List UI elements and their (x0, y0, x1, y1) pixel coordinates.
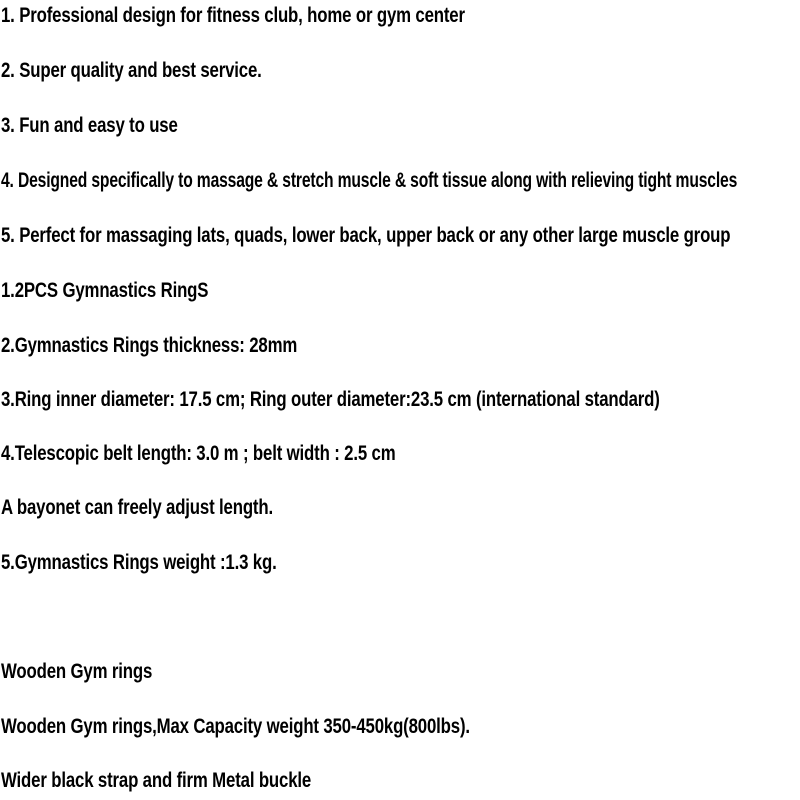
spec-line-strap-buckle: Wider black strap and firm Metal buckle (1, 769, 312, 792)
feature-line-quality-service: 2. Super quality and best service. (1, 59, 262, 82)
spec-line-thickness: 2.Gymnastics Rings thickness: 28mm (1, 334, 298, 357)
spec-line-belt: 4.Telescopic belt length: 3.0 m ; belt width : 2.5 cm (1, 442, 396, 465)
section-heading-wooden-rings: Wooden Gym rings (1, 660, 153, 683)
spec-line-diameter: 3.Ring inner diameter: 17.5 cm; Ring outer diameter:23.5 cm (international standard) (1, 388, 660, 411)
feature-line-massage-stretch: 4. Designed specifically to massage & stretch muscle & soft tissue along with relieving tight muscles (1, 169, 738, 192)
spec-line-pieces: 1.2PCS Gymnastics RingS (1, 279, 209, 302)
feature-line-massaging-muscle-groups: 5. Perfect for massaging lats, quads, lower back, upper back or any other large muscle group (1, 224, 731, 247)
feature-line-fun-easy: 3. Fun and easy to use (1, 114, 178, 137)
spec-line-bayonet: A bayonet can freely adjust length. (1, 496, 273, 519)
spec-line-capacity: Wooden Gym rings,Max Capacity weight 350-450kg(800lbs). (1, 715, 470, 738)
feature-line-professional-design: 1. Professional design for fitness club, home or gym center (1, 4, 465, 27)
spec-line-weight: 5.Gymnastics Rings weight :1.3 kg. (1, 551, 277, 574)
